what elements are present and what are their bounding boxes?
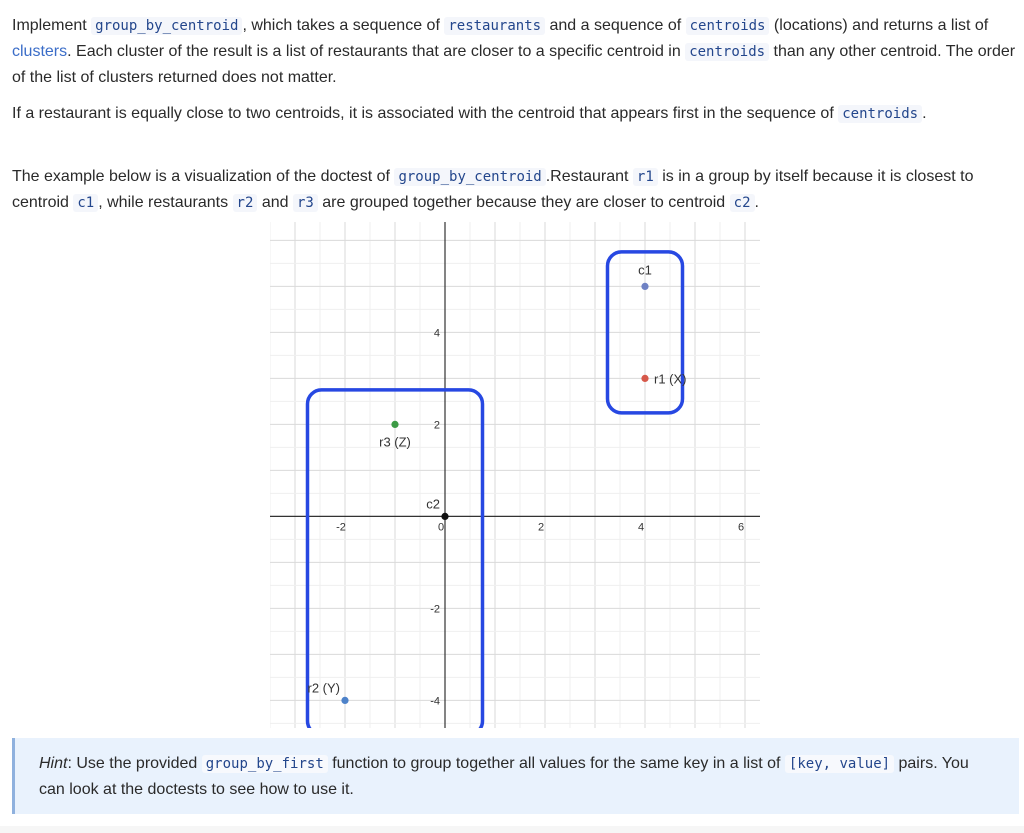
- example-paragraph: The example below is a visualization of the doctest of group_by_centroid .Restaurant r1 is in a group by itself because it is closest to centroid c1 , while restaurants r2 and r3 are grouped together because they are closer to centroid c2 .: [12, 168, 974, 211]
- y-tick-label: 4: [433, 327, 440, 340]
- code-centroids: centroids: [685, 43, 769, 61]
- point-c1: [641, 283, 648, 290]
- code-group-by-centroid: group_by_centroid: [394, 168, 545, 186]
- code-group-by-centroid: group_by_centroid: [91, 17, 242, 35]
- point-label-r2: r2 (Y): [307, 680, 340, 696]
- code-r3: r3: [293, 194, 318, 212]
- x-tick-label: 2: [537, 521, 545, 534]
- y-tick-label: -4: [430, 695, 440, 708]
- hint-label: Hint: [39, 755, 68, 772]
- x-tick-label: 0: [437, 521, 445, 534]
- point-c2: [441, 513, 448, 520]
- point-r3: [391, 421, 398, 428]
- x-tick-label: 6: [737, 521, 745, 534]
- point-label-r3: r3 (Z): [379, 434, 411, 450]
- point-label-r1: r1 (X): [654, 371, 687, 387]
- code-c2: c2: [730, 194, 755, 212]
- cluster-scatter-plot: [270, 222, 760, 728]
- y-tick-label: 2: [433, 419, 440, 432]
- code-centroids: centroids: [838, 105, 922, 123]
- bottom-band: [0, 826, 1024, 833]
- code-key-value: [key, value]: [785, 755, 894, 773]
- point-label-c1: c1: [638, 262, 652, 278]
- tie-rule-paragraph: If a restaurant is equally close to two centroids, it is associated with the centroid that appears first in the sequence of centroids .: [12, 105, 927, 122]
- code-centroids: centroids: [686, 17, 770, 35]
- y-tick-label: -2: [430, 603, 440, 616]
- code-r1: r1: [633, 168, 658, 186]
- code-group-by-first: group_by_first: [202, 755, 328, 773]
- code-c1: c1: [73, 194, 98, 212]
- clusters-link[interactable]: clusters: [12, 43, 68, 60]
- intro-paragraph: Implement group_by_centroid , which takes a sequence of restaurants and a sequence of centroids (locations) and returns a list of clusters. Each cluster of the result is a list of restaurants that are closer to a specific centroid in centroids than any other centroid. The order of the list of clusters returned does not matter.: [12, 17, 1016, 86]
- x-tick-label: 4: [637, 521, 645, 534]
- point-label-c2: c2: [426, 496, 440, 512]
- x-tick-label: -2: [336, 521, 346, 534]
- point-r1: [641, 375, 648, 382]
- hint-box: Hint: Use the provided group_by_first function to group together all values for the same key in a list of [key, value] pairs. You can look at the doctests to see how to use it.: [12, 738, 1019, 814]
- point-r2: [341, 697, 348, 704]
- code-restaurants: restaurants: [444, 17, 545, 35]
- code-r2: r2: [233, 194, 258, 212]
